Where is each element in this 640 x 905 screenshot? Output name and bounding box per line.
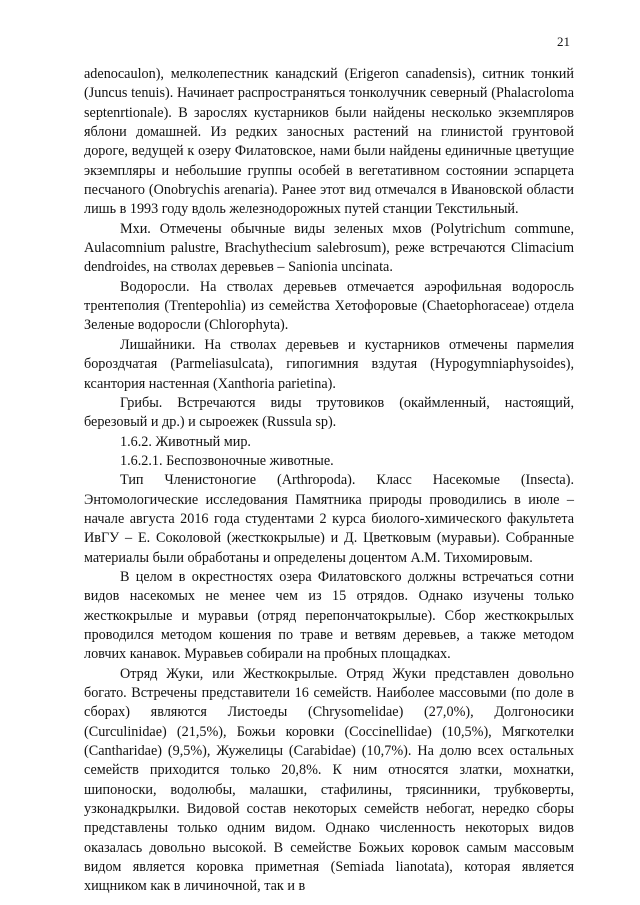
paragraph-algae: Водоросли. На стволах деревьев отмечается аэрофильная водоросль трентеполия (Trentepohlia) из семейства Хетофоровые (Chaetophoraceae) отдела Зеленые водоросли (Chlorophyta). bbox=[84, 278, 574, 334]
paragraph: adenocaulon), мелколепестник канадский (Erigeron canadensis), ситник тонкий (Juncus tenuis). Начинает распространяться тонколучник северный (Phalacroloma septenrtionale). В зарослях кустарников были найдены несколько экземпляров яблони домашней. Из редких заносных растений на глинистой грунтовой дороге, ведущей к озеру Филатовское, нами были найдены единичные цветущие экземпляры и небольшие группы особей в вегетативном состоянии эспарцета песчаного (Onobrychis arenaria). Ранее этот вид отмечался в Ивановской области лишь в 1993 году вдоль железнодорожных путей станции Текстильный. bbox=[84, 66, 574, 218]
paragraph-mosses: Мхи. Отмечены обычные виды зеленых мхов (Polytrichum commune, Aulacomnium palustre, Brachythecium salebrosum), реже встречаются Climacium dendroides, на стволах деревьев – Sanionia uncinata. bbox=[84, 220, 574, 276]
section-heading: 1.6.2. Животный мир. bbox=[120, 433, 251, 450]
page-body bbox=[84, 65, 574, 897]
paragraph-arthropoda: Тип Членистоногие (Arthropoda). Класс Насекомые (Insecta). Энтомологические исследования Памятника природы проводились в июле – начале августа 2016 года студентами 2 курса биолого-химического факультета ИвГУ – Е. Соколовой (жесткокрылые) и Д. Цветковым (муравьи). Собранные материалы были обработаны и определены доцентом А.М. Тихомировым. bbox=[84, 472, 574, 566]
paragraph-lichens: Лишайники. На стволах деревьев и кустарников отмечены пармелия бороздчатая (Parmeliasulcata), гипогимния вздутая (Hypogymniaphysoides), ксантория настенная (Xanthoria parietina). bbox=[84, 336, 574, 392]
paragraph-beetles: Отряд Жуки, или Жесткокрылые. Отряд Жуки представлен довольно богато. Встречены представители 16 семейств. Наиболее массовыми (по доле в сборах) являются Листоеды (Chrysomelidae) (27,0%), Долгоносики (Curculinidae) (21,5%), Божьи коровки (Coccinellidae) (10,5%), Мягкотелки (Cantharidae) (9,5%), Жужелицы (Carabidae) (10,7%). На долю всех остальных семейств приходится только 20,8%. К ним относятся златки, мохнатки, шипоноски, водолюбы, малашки, стафилины, трясинники, трубковерты, узконадкрылки. Видовой состав некоторых семейств небогат, нередко сборы представлены только одним видом. Однако численность некоторых видов оказалась довольно высокой. В семействе Божьих коровок самым массовым видом является коровка приметная (Semiada lianotata), которая является хищником как в личиночной, так и в bbox=[84, 665, 574, 895]
paragraph-insects-overview: В целом в окрестностях озера Филатовского должны встречаться сотни видов насекомых не менее чем из 15 отрядов. Однако изучены только жесткокрылые и муравьи (отряд перепончатокрылые). Сбор жесткокрылых проводился методом кошения по траве и ветвям деревьев, а также методом ловчих канавок. Муравьев собирали на пробных площадках. bbox=[84, 568, 574, 663]
page-number: 21 bbox=[557, 34, 570, 49]
paragraph-fungi: Грибы. Встречаются виды трутовиков (окаймленный, настоящий, березовый и др.) и сыроежек (Russula sp). bbox=[84, 394, 574, 431]
subsection-heading: 1.6.2.1. Беспозвоночные животные. bbox=[120, 452, 334, 469]
